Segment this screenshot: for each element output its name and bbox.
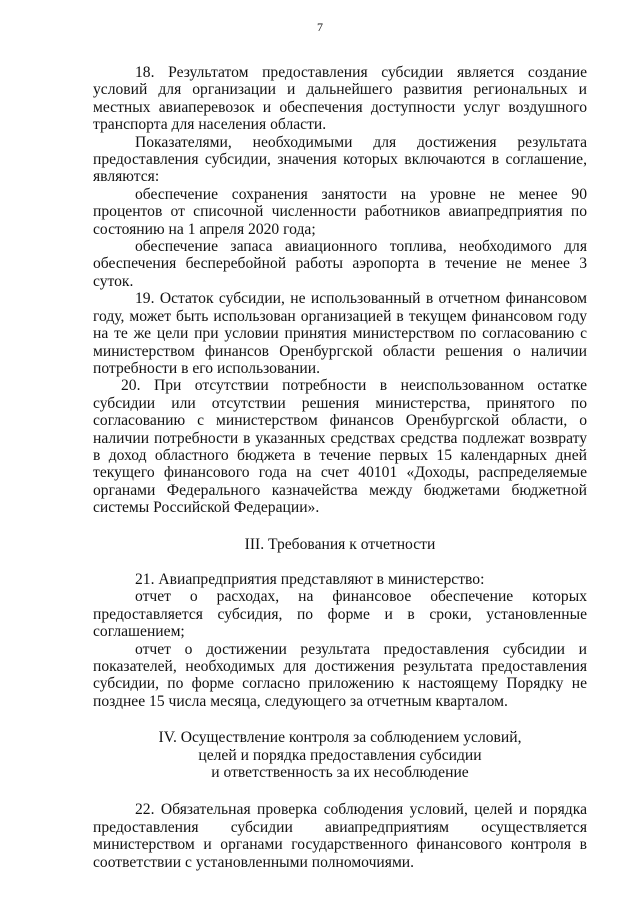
paragraph-21: 21. Авиапредприятия представляют в министерство: [135, 570, 485, 588]
paragraph-21-item-2: отчет о достижении результата предоставления субсидии и показателей, необходимых для достижения результата предоставления субсидии, по форме согласно приложению к настоящему Порядку не позднее 15 числа месяца, следующего за отчетным кварталом. [93, 640, 587, 710]
spacer [93, 553, 587, 571]
spacer [93, 781, 587, 801]
paragraph-18-item-1: обеспечение сохранения занятости на уровне не менее 90 процентов от списочной численности работников авиапредприятия по состоянию на 1 апреля 2020 года; [93, 185, 587, 238]
paragraph-19: 19. Остаток субсидии, не использованный в отчетном финансовом году, может быть использован организацией в текущем финансовом году на те же цели при условии принятия министерством по согласованию с министерством финансов Оренбургской области решения о наличии потребности в его использовании. [93, 290, 587, 377]
paragraph-20: 20. При отсутствии потребности в неиспользованном остатке субсидии или отсутствии решения министерства, принятого по согласованию с министерством финансов Оренбургской области, о наличии потребности в указанных средствах средства подлежат возврату в доход областного бюджета в течение первых 15 календарных дней текущего финансового года на счет 40101 «Доходы, распределяемые органами Федерального казначейства между бюджетами бюджетной системы Российской Федерации». [93, 377, 587, 517]
paragraph-18-indicators: Показателями, необходимыми для достижения результата предоставления субсидии, значения которых включаются в соглашение, являются: [93, 133, 587, 186]
page-number: 7 [317, 20, 323, 34]
section-heading-iii: III. Требования к отчетности [244, 535, 436, 553]
spacer [93, 517, 587, 536]
section-heading-iv-line-3: и ответственность за их несоблюдение [211, 764, 469, 782]
paragraph-18: 18. Результатом предоставления субсидии является создание условий для организации и дальнейшего развития региональных и местных авиаперевозок и обеспечения доступности услуг воздушного транспорта для населения области. [93, 64, 587, 134]
paragraph-22: 22. Обязательная проверка соблюдения условий, целей и порядка предоставления субсидии авиапредприятиям осуществляется министерством и органами государственного финансового контроля в соответствии с установленными полномочиями. [93, 801, 587, 871]
section-heading-iv-line-2: целей и порядка предоставления субсидии [198, 746, 482, 764]
section-heading-iv-line-1: IV. Осуществление контроля за соблюдением условий, [158, 729, 522, 747]
paragraph-18-item-2: обеспечение запаса авиационного топлива, необходимого для обеспечения бесперебойной работы аэропорта в течение не менее 3 суток. [93, 238, 587, 290]
document-body [93, 64, 587, 871]
spacer [93, 710, 587, 729]
paragraph-21-item-1: отчет о расходах, на финансовое обеспечение которых предоставляется субсидия, по форме и в сроки, установленные соглашением; [93, 588, 587, 641]
